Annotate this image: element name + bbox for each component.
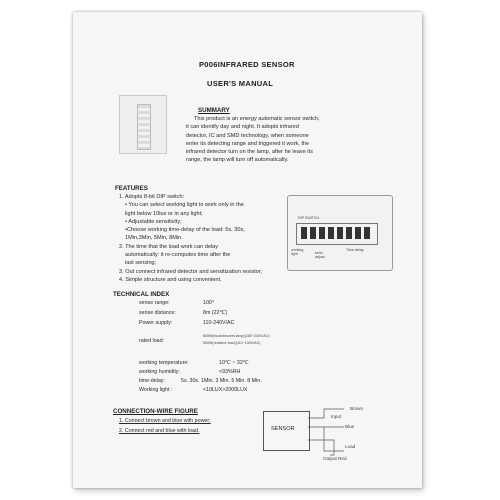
- feature-line: 3. Out connect infrared detector and sensitization resistor;: [119, 268, 263, 275]
- wire-label-blue: Blue: [345, 424, 355, 429]
- manual-title: P006INFRARED SENSOR: [199, 60, 295, 69]
- spec-label: Power supply:: [139, 320, 173, 326]
- dip-switch-1: [301, 227, 307, 239]
- summary-line: enter its detecting range and triggered it work, the: [186, 140, 310, 147]
- summary-line: detector, IC and SMD technology, when someone: [186, 132, 309, 139]
- dip-switch-7: [355, 227, 361, 239]
- wire-label-input: Input: [331, 414, 342, 419]
- spec-label: Working light :: [139, 387, 173, 393]
- connection-step: 1. Connect brown and blue with power;: [119, 418, 211, 424]
- dip-switch-3: [319, 227, 325, 239]
- features-heading: FEATURES: [115, 185, 148, 192]
- product-photo: [119, 95, 167, 154]
- dip-switch-4: [328, 227, 334, 239]
- summary-line: range, the lamp will turn off automatically.: [186, 157, 289, 164]
- summary-text: [186, 115, 418, 165]
- manual-subtitle: USER'S MANUAL: [207, 79, 274, 88]
- spec-label: working humidity:: [139, 369, 180, 375]
- feature-line: • Adjustable sensitivity;: [125, 218, 182, 225]
- rated-load-value: 500W(resistive load)(110~130V/AC): [203, 341, 261, 345]
- spec-value: 5s. 30s. 1Min. 3 Min. 5 Min. 8 Min.: [181, 378, 262, 384]
- spec-value: <93%RH: [219, 369, 241, 375]
- wire-label-output-red: Output Red: [323, 456, 347, 461]
- dip-switch-8: [364, 227, 370, 239]
- spec-label: sense range:: [139, 300, 170, 306]
- feature-line: 2. The time that the load work can delay: [119, 243, 219, 250]
- connection-heading: CONNECTION-WIRE FIGURE: [113, 408, 198, 415]
- dip-switch-block: [296, 223, 378, 245]
- summary-heading: SUMMARY: [198, 107, 230, 114]
- summary-line: infrared detector turn on the lamp, after he leave its: [186, 149, 313, 156]
- spec-label: working temperature:: [139, 360, 189, 366]
- dip-label-time: Time-delay: [346, 248, 364, 252]
- spec-value: 8m (22℃): [203, 310, 228, 316]
- sensor-label: SENSOR: [271, 426, 295, 432]
- dip-switch-2: [310, 227, 316, 239]
- spec-value: 100°: [203, 300, 214, 306]
- sensor-box: [263, 411, 310, 451]
- feature-line: automatically: it re-computes time after the: [125, 252, 231, 259]
- feature-line: 4. Simple structure and using convenient.: [119, 276, 222, 283]
- dip-switch-strip: [137, 104, 151, 150]
- feature-line: 1Min,3Min, 5Min, 8Min.: [125, 235, 183, 242]
- summary-line: This product is an energy automatic sensor switch,: [194, 116, 320, 122]
- feature-line: • You can select working light to work only in the: [125, 202, 244, 209]
- wiring-diagram: [308, 405, 388, 465]
- dip-label-light: working light: [291, 248, 304, 256]
- dip-switch-6: [346, 227, 352, 239]
- spec-value: <10LUX>2000LUX: [203, 387, 248, 393]
- spec-label: time-delay:: [139, 378, 165, 384]
- wire-label-brown: Brown: [350, 406, 364, 411]
- spec-value: 110-240V/AC: [203, 320, 235, 326]
- technical-index-heading: TECHNICAL INDEX: [113, 291, 170, 298]
- spec-label: rated load:: [139, 338, 165, 344]
- wire-label-load: Load: [345, 444, 356, 449]
- feature-line: 1. Adopts 8-bit DIP switch:: [119, 194, 185, 200]
- manual-sheet: [73, 12, 422, 488]
- spec-value: 10℃ ~ 32℃: [219, 360, 249, 366]
- summary-line: it can identify day and night. It adopts infrared: [186, 124, 299, 131]
- feature-line: last sensing;: [125, 260, 157, 267]
- dip-module-diagram: [287, 195, 393, 271]
- spec-label: sense distance:: [139, 310, 176, 316]
- connection-step: 2. Connect red and blue with load.: [119, 428, 200, 434]
- feature-line: •Choose working time-delay of the load: 5s, 30s,: [125, 227, 245, 234]
- rated-load-value: 800W(incandescent lamp)(180~240V/AC): [203, 334, 270, 338]
- dip-switch-5: [337, 227, 343, 239]
- dip-diagram-header: DIP SWITCH: [298, 216, 320, 220]
- feature-line: light below 10lux or in any light;: [125, 210, 203, 217]
- red-wire: [308, 440, 334, 455]
- dip-label-sensitivity: sens adjust: [315, 251, 325, 259]
